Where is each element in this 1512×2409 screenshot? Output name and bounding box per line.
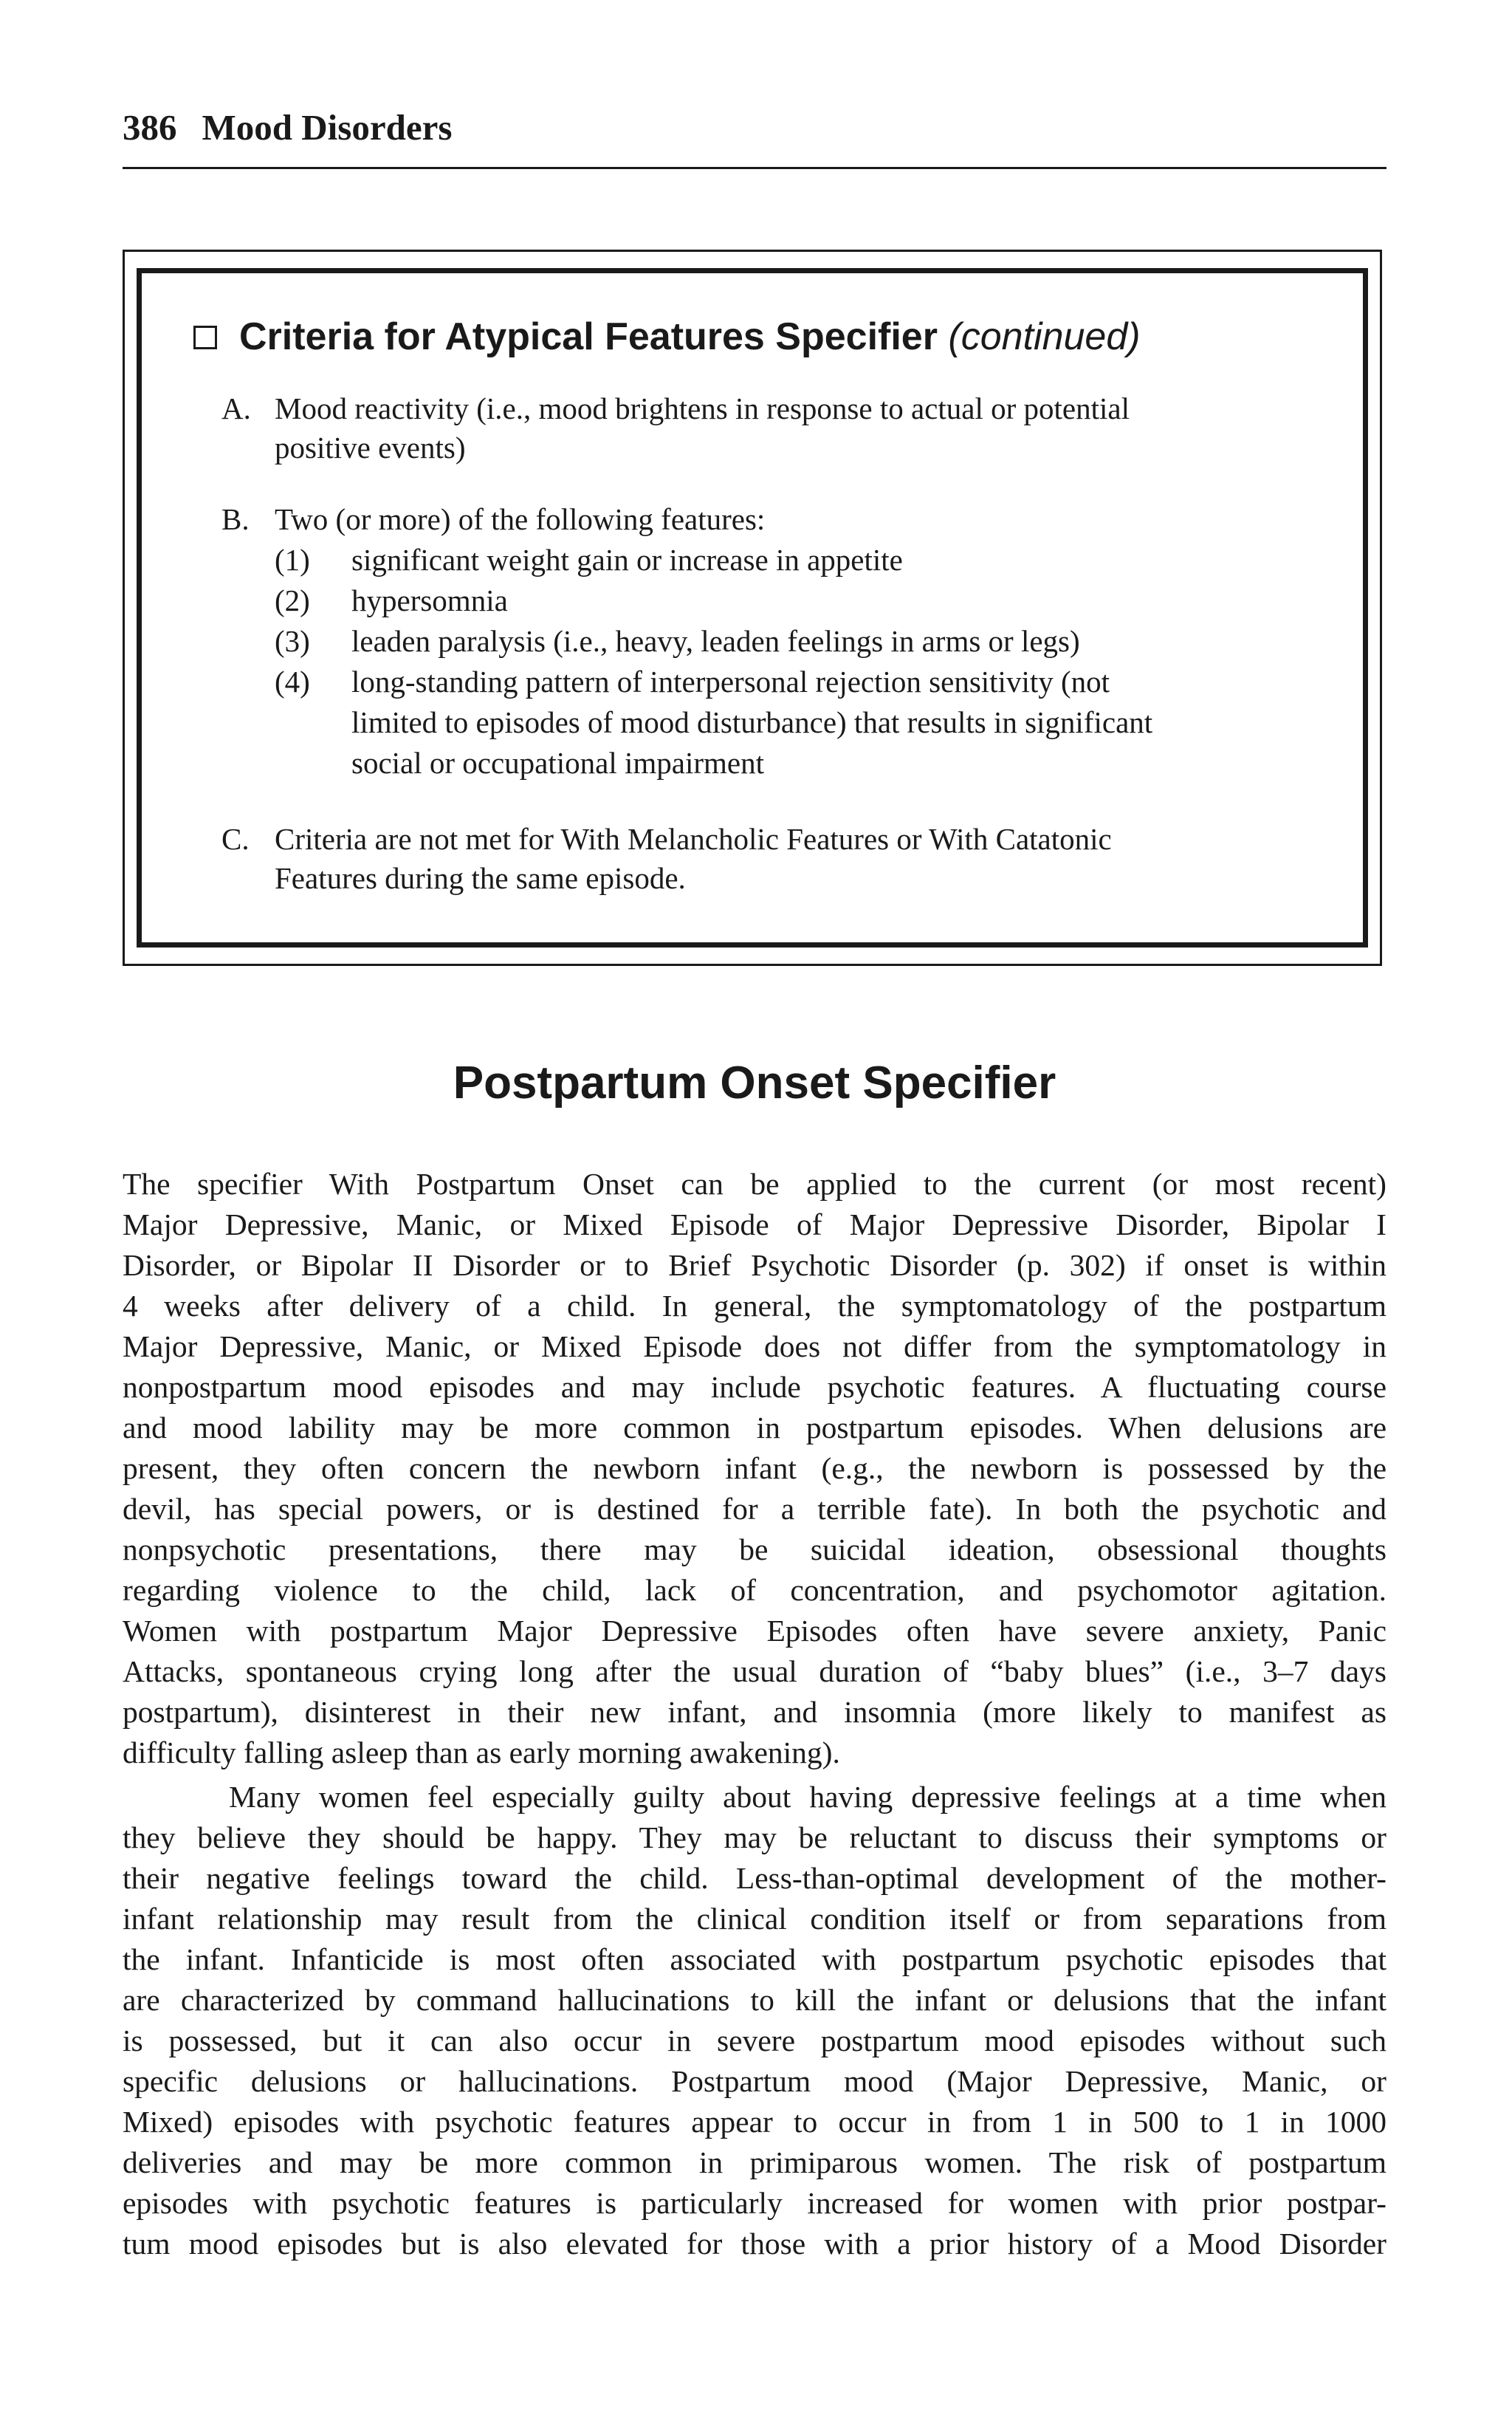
running-header <box>123 107 1386 148</box>
paragraph-1-line: present, they often concern the newborn infant (e.g., the newborn is possessed by the <box>123 1451 1386 1485</box>
paragraph-2-line: their negative feelings toward the child. Less-than-optimal development of the mother- <box>123 1861 1386 1895</box>
paragraph-2-line: episodes with psychotic features is particularly increased for women with prior postpar- <box>123 2186 1386 2220</box>
item-number: (4) <box>275 665 310 699</box>
item-text: social or occupational impairment <box>351 746 765 780</box>
item-number: (2) <box>275 583 310 617</box>
criterion-c-line-2: Features during the same episode. <box>275 861 686 895</box>
paragraph-1-line: Women with postpartum Major Depressive Episodes often have severe anxiety, Panic <box>123 1614 1386 1648</box>
criterion-b-letter: B. <box>221 502 250 536</box>
criterion-a-letter: A. <box>221 391 251 425</box>
paragraph-1-line: The specifier With Postpartum Onset can be applied to the current (or most recent) <box>123 1167 1386 1201</box>
paragraph-2-line: specific delusions or hallucinations. Postpartum mood (Major Depressive, Manic, or <box>123 2064 1386 2098</box>
criteria-box <box>123 250 1382 966</box>
paragraph-2-line: they believe they should be happy. They may be reluctant to discuss their symptoms or <box>123 1820 1386 1854</box>
paragraph-1-line: regarding violence to the child, lack of concentration, and psychomotor agitation. <box>123 1573 1386 1607</box>
item-text: limited to episodes of mood disturbance) that results in significant <box>351 705 1153 739</box>
paragraph-2-line: Mixed) episodes with psychotic features appear to occur in from 1 in 500 to 1 in 1000 <box>123 2105 1386 2139</box>
criterion-a-line-1: Mood reactivity (i.e., mood brightens in response to actual or potential <box>275 391 1130 425</box>
paragraph-2-line: is possessed, but it can also occur in severe postpartum mood episodes without such <box>123 2024 1386 2057</box>
criteria-title <box>193 315 1141 358</box>
paragraph-2-line: Many women feel especially guilty about having depressive feelings at a time when <box>229 1780 1386 1814</box>
paragraph-1-line: Disorder, or Bipolar II Disorder or to Brief Psychotic Disorder (p. 302) if onset is within <box>123 1248 1386 1282</box>
paragraph-1-line: Attacks, spontaneous crying long after the usual duration of “baby blues” (i.e., 3–7 days <box>123 1654 1386 1688</box>
page-number: 386 <box>123 107 177 148</box>
item-number: (1) <box>275 543 310 577</box>
running-section-title: Mood Disorders <box>202 107 453 148</box>
item-number: (3) <box>275 624 310 658</box>
paragraph-1-line: and mood lability may be more common in postpartum episodes. When delusions are <box>123 1411 1386 1445</box>
paragraph-1-line: Major Depressive, Manic, or Mixed Episode does not differ from the symptomatology in <box>123 1329 1386 1363</box>
paragraph-1-line: 4 weeks after delivery of a child. In general, the symptomatology of the postpartum <box>123 1289 1386 1323</box>
item-text: hypersomnia <box>351 583 508 617</box>
criterion-a-line-2: positive events) <box>275 431 466 465</box>
item-text: leaden paralysis (i.e., heavy, leaden feelings in arms or legs) <box>351 624 1080 658</box>
criteria-box-inner <box>137 268 1368 948</box>
item-text: significant weight gain or increase in appetite <box>351 543 903 577</box>
paragraph-1-line: nonpostpartum mood episodes and may include psychotic features. A fluctuating course <box>123 1370 1386 1404</box>
criterion-c-line-1: Criteria are not met for With Melancholic Features or With Catatonic <box>275 822 1112 856</box>
paragraph-2-line: tum mood episodes but is also elevated for those with a prior history of a Mood Disorder <box>123 2227 1386 2261</box>
paragraph-1-line: devil, has special powers, or is destined for a terrible fate). In both the psychotic and <box>123 1492 1386 1526</box>
paragraph-2-line: infant relationship may result from the clinical condition itself or from separations from <box>123 1902 1386 1936</box>
criteria-title-text: Criteria for Atypical Features Specifier <box>239 315 938 358</box>
header-rule <box>123 167 1386 169</box>
paragraph-1-line: difficulty falling asleep than as early morning awakening). <box>123 1735 840 1769</box>
paragraph-1-line: Major Depressive, Manic, or Mixed Episode of Major Depressive Disorder, Bipolar I <box>123 1207 1386 1241</box>
paragraph-2-line: are characterized by command hallucinations to kill the infant or delusions that the infant <box>123 1983 1386 2017</box>
paragraph-2-line: the infant. Infanticide is most often associated with postpartum psychotic episodes that <box>123 1942 1386 1976</box>
item-text: long-standing pattern of interpersonal rejection sensitivity (not <box>351 665 1110 699</box>
paragraph-1-line: postpartum), disinterest in their new infant, and insomnia (more likely to manifest as <box>123 1695 1386 1729</box>
criterion-b-line-1: Two (or more) of the following features: <box>275 502 766 536</box>
criteria-title-suffix: (continued) <box>948 315 1141 358</box>
paragraph-1-line: nonpsychotic presentations, there may be suicidal ideation, obsessional thoughts <box>123 1532 1386 1566</box>
checkbox-icon <box>193 326 217 349</box>
criterion-c-letter: C. <box>221 822 250 856</box>
paragraph-2-line: deliveries and may be more common in primiparous women. The risk of postpartum <box>123 2145 1386 2179</box>
section-heading: Postpartum Onset Specifier <box>453 1058 1056 1108</box>
